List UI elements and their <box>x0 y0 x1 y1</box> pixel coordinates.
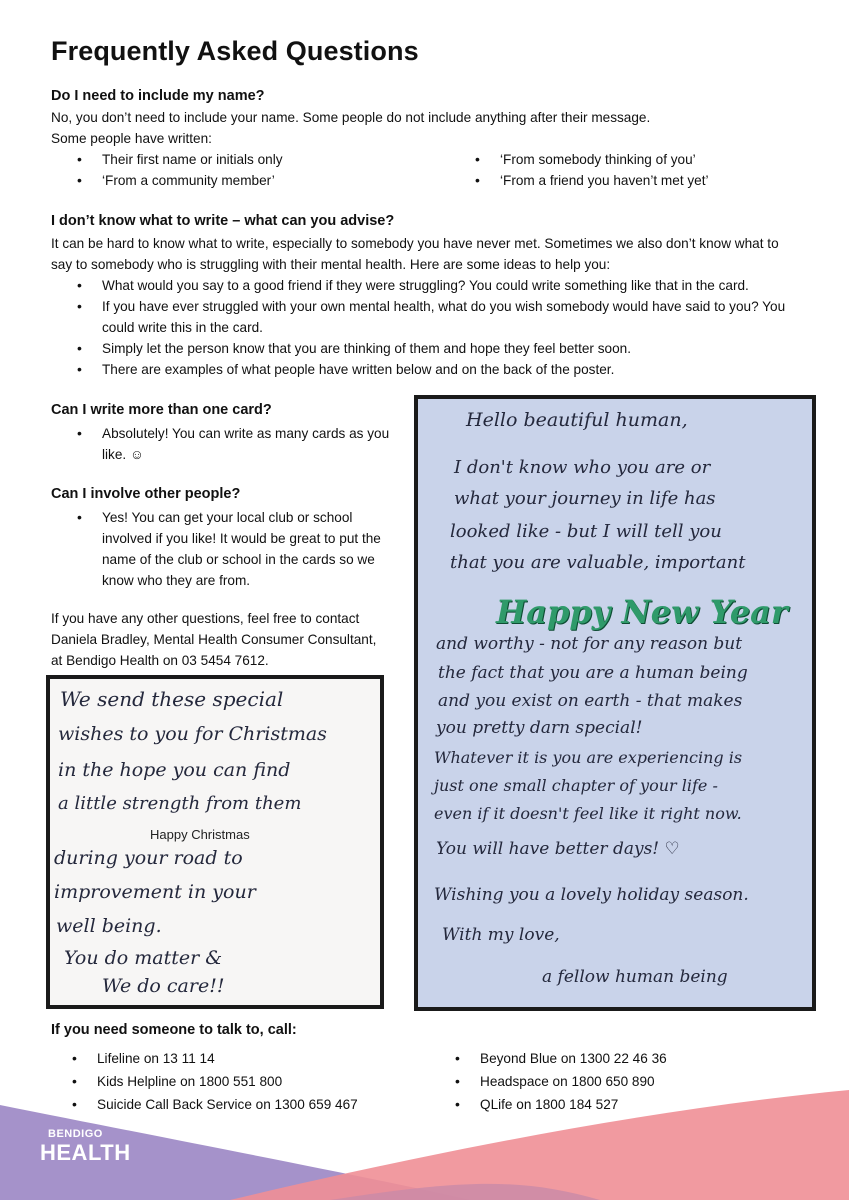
handwritten-line: We send these special <box>60 687 284 711</box>
list-item: • Simply let the person know that you are thinking of them and hope they feel better soon. <box>51 338 803 359</box>
list-item: • Their first name or initials only <box>51 149 451 170</box>
list-item: • ‘From somebody thinking of you’ <box>449 149 809 170</box>
list-item: • Kids Helpline on 1800 551 800 <box>46 1070 446 1093</box>
bendigo-health-logo <box>40 1128 130 1174</box>
handwritten-line: a little strength from them <box>58 793 302 814</box>
card-image-christmas <box>46 675 384 1009</box>
page-title: Frequently Asked Questions <box>51 36 419 66</box>
handwritten-line: improvement in your <box>54 881 256 903</box>
handwritten-line: a fellow human being <box>542 967 728 987</box>
handwritten-line: We do care!! <box>102 975 225 997</box>
list-item: • ‘From a friend you haven’t met yet’ <box>449 170 809 191</box>
handwritten-line: that you are valuable, important <box>450 552 746 573</box>
handwritten-line: the fact that you are a human being <box>438 663 748 683</box>
handwritten-line: even if it doesn't feel like it right now. <box>434 804 742 823</box>
q1-heading: Do I need to include my name? <box>51 88 265 104</box>
list-item: • Yes! You can get your local club or school involved if you like! It would be great to put the name of the club or school in the cards so we know who they are from. <box>51 507 395 591</box>
handwritten-line: during your road to <box>54 847 243 869</box>
handwritten-line: Whatever it is you are experiencing is <box>434 748 743 767</box>
handwritten-line: With my love, <box>442 925 560 945</box>
handwritten-line: wishes to you for Christmas <box>58 723 327 745</box>
list-item: • There are examples of what people have written below and on the back of the poster. <box>51 359 803 380</box>
q1-answer: No, you don’t need to include your name. Some people do not include anything after their message. <box>51 110 651 125</box>
q2-intro: It can be hard to know what to write, especially to somebody you have never met. Sometimes we also don’t know what to say to somebody who is struggling with their mental health. Here are some ideas to help you: <box>51 236 779 272</box>
handwritten-line: and worthy - not for any reason but <box>436 634 743 654</box>
handwritten-line: You do matter & <box>64 947 223 969</box>
christmas-sticker: Happy Christmas <box>150 827 250 842</box>
list-item: • Lifeline on 13 11 14 <box>46 1047 446 1070</box>
q1-list-right <box>449 149 809 191</box>
handwritten-line: Wishing you a lovely holiday season. <box>434 885 749 905</box>
q1-list-left <box>51 149 451 191</box>
handwritten-line: looked like - but I will tell you <box>450 521 722 542</box>
q4-heading: Can I involve other people? <box>51 486 241 502</box>
q2-list <box>51 275 803 380</box>
handwritten-line: Hello beautiful human, <box>466 409 688 431</box>
handwritten-line: I don't know who you are or <box>454 457 711 478</box>
list-item: • QLife on 1800 184 527 <box>429 1093 809 1116</box>
card-image-new-year <box>414 395 816 1011</box>
q4-list <box>51 507 395 591</box>
handwritten-line: you pretty darn special! <box>436 718 643 738</box>
handwritten-line: what your journey in life has <box>454 488 716 509</box>
handwritten-line: just one small chapter of your life - <box>434 776 718 795</box>
happy-new-year-banner: Happy New Year <box>496 593 788 631</box>
handwritten-line: in the hope you can find <box>58 759 291 781</box>
contact-text: If you have any other questions, feel free to contact Daniela Bradley, Mental Health Consumer Consultant, at Bendigo Health on 03 5454 7612. <box>51 611 377 668</box>
handwritten-line: You will have better days! ♡ <box>436 839 680 859</box>
list-item: • Headspace on 1800 650 890 <box>429 1070 809 1093</box>
list-item: • Suicide Call Back Service on 1300 659 467 <box>46 1093 446 1116</box>
list-item: • ‘From a community member’ <box>51 170 451 191</box>
logo-line-1: BENDIGO <box>48 1128 103 1140</box>
q1-answer-2: Some people have written: <box>51 131 212 146</box>
logo-line-2: HEALTH <box>40 1140 131 1165</box>
handwritten-line: well being. <box>56 915 162 937</box>
handwritten-line: and you exist on earth - that makes <box>438 691 743 711</box>
list-item: • If you have ever struggled with your own mental health, what do you wish somebody would have said to you? You could write this in the card. <box>51 296 803 338</box>
talk-heading: If you need someone to talk to, call: <box>51 1022 297 1038</box>
q2-heading: I don’t know what to write – what can you advise? <box>51 213 395 229</box>
list-item: • Absolutely! You can write as many cards as you like. ☺ <box>51 423 391 465</box>
list-item: • Beyond Blue on 1300 22 46 36 <box>429 1047 809 1070</box>
q3-list <box>51 423 391 465</box>
list-item: • What would you say to a good friend if they were struggling? You could write something like that in the card. <box>51 275 803 296</box>
q3-heading: Can I write more than one card? <box>51 402 272 418</box>
